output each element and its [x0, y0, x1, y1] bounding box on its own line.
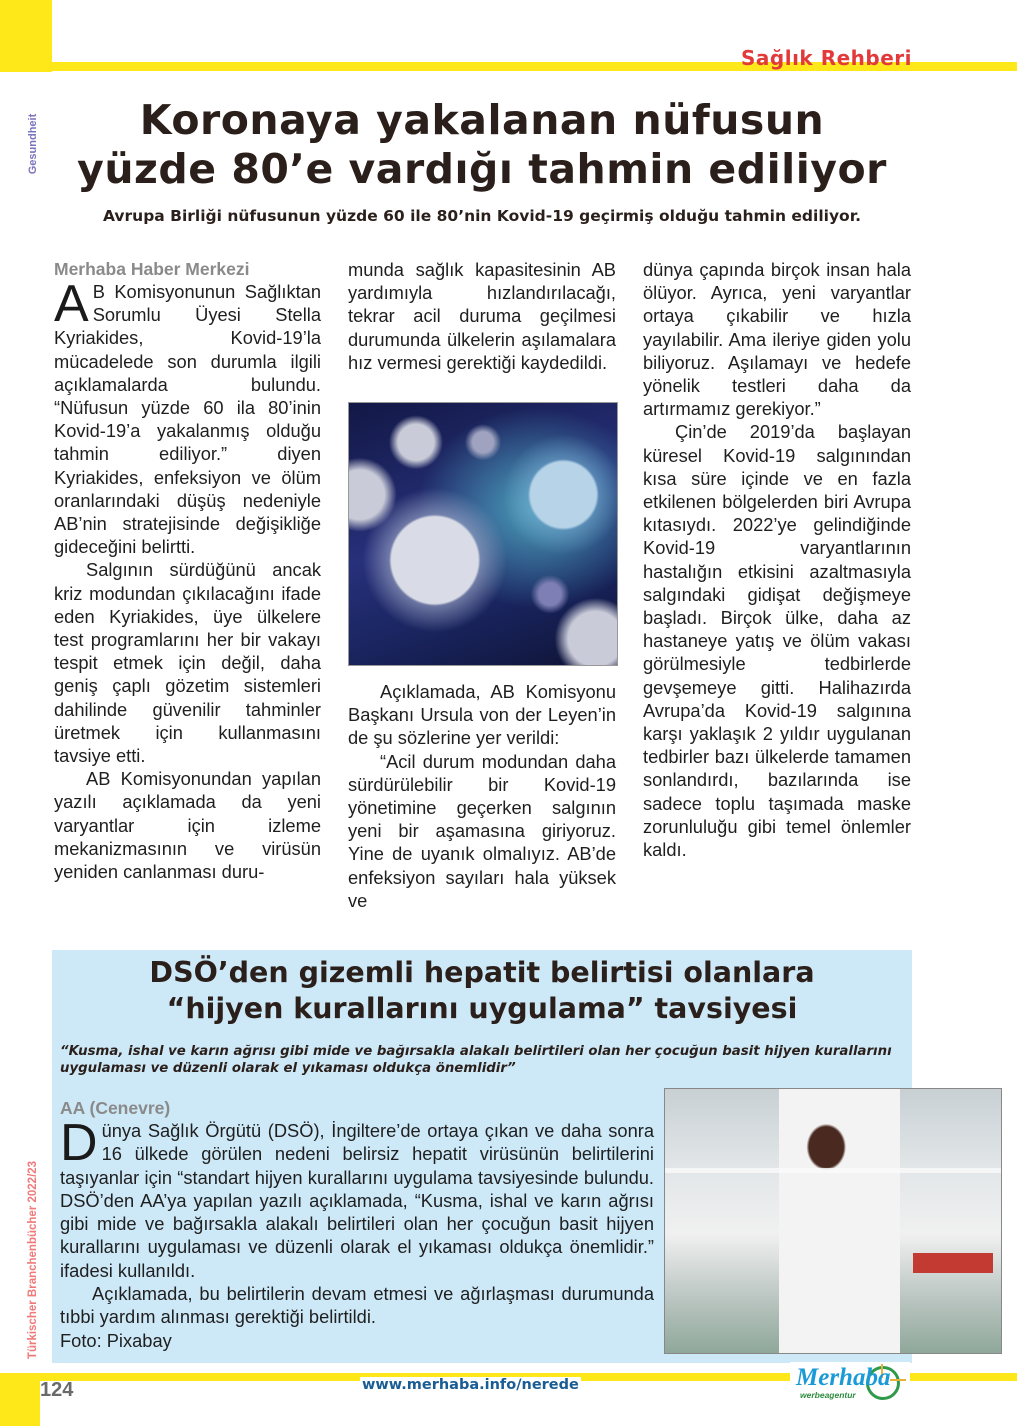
- article2-headline-line1: DSÖ’den gizemli hepatit belirtisi olanlara: [149, 956, 815, 989]
- footer-url-link[interactable]: www.merhaba.info/nerede: [362, 1377, 579, 1393]
- article1-column-3: [643, 258, 911, 861]
- article2-headline-line2: “hijyen kurallarını uygulama” tavsiyesi: [166, 992, 798, 1025]
- article1-paragraph: “Acil durum modundan daha sürdürülebilir bir Kovid-19 yönetimine geçerken salgının yeni bir aşamasına giriyoruz. Yine de uyanık olmalıyız. AB’de enfeksiyon sayıları hala yüksek ve: [348, 750, 616, 911]
- photo-credit: Foto: Pixabay: [60, 1329, 172, 1351]
- article1-paragraph: AB Komisyonundan yapılan yazılı açıklamada da yeni varyantlar için izleme mekanizmasının ve virüsün yeniden canlanması duru-: [54, 768, 321, 883]
- article1-text: B Komisyonunun Sağlıktan Sorumlu Üyesi Stella Kyriakides, Kovid-19’la mücadelede son durumla ilgili açıklamalarda bulundu. “Nüfusun yüzde 60 ila 80’inin Kovid-19’a yakalanmış olduğu tahmin ediliyor.” diyen Kyriakides, enfeksiyon ve ölüm oranlarındaki düşüş nedeniyle AB’nin stratejisinde değişikliğe gideceğini belirtti.: [54, 281, 321, 558]
- article1-column-1: [54, 258, 321, 883]
- article2-headline: [52, 955, 912, 1027]
- article1-paragraph: [54, 275, 321, 558]
- side-label-top-text: Gesundheit: [27, 113, 39, 175]
- article1-paragraph: Açıklamada, AB Komisyonu Başkanı Ursula von der Leyen’in de şu sözlerine yer verildi:: [348, 681, 616, 749]
- side-label-bottom: [22, 1150, 44, 1370]
- virus-image: [348, 402, 618, 666]
- article1-paragraph: Çin’de 2019’da başlayan küresel Kovid-19 salgınından kısa süre içinde ve en fazla etkilenen bölgelerden biri Avrupa kıtasıydı. 2022’ye gelindiğinde Kovid-19 varyantlarının hastalığın etkisini azaltmasıyla salgındaki gidişat değişmeye başladı. Birçok ülke, daha az hastaneye yatış ve ölüm vakası görülmesiyle tedbirlerde gevşemeye gitti. Halihazırda Avrupa’da Kovid-19 salgınına karşı yaklaşık 2 yıldır uygulanan tedbirler bazı ülkelerde tamamen sonlandırdı, bazılarında ise sadece toplu taşımada maske zorunluluğu gibi temel önlemler kaldı.: [643, 421, 911, 861]
- article1-headline: [52, 96, 912, 194]
- article1-subhead: Avrupa Birliği nüfusunun yüzde 60 ile 80’nin Kovid-19 geçirmiş olduğu tahmin ediliyor.: [102, 207, 862, 225]
- article1-headline-line1: Koronaya yakalanan nüfusun: [139, 96, 825, 144]
- logo-subtitle: werbeagentur: [800, 1390, 856, 1400]
- drop-cap: A: [54, 275, 89, 333]
- logo-wordmark: Merhaba: [796, 1364, 891, 1391]
- lab-shelf: [665, 1168, 1001, 1173]
- article2-paragraph: [60, 1114, 654, 1282]
- yellow-corner-decoration-bottom: [0, 1373, 40, 1426]
- article2-pull-quote: “Kusma, ishal ve karın ağrısı gibi mide ve bağırsakla alakalı belirtileri olan her çocuğun basit hijyen kurallarını uygulaması ve düzenli olarak el yıkaması oldukça önemlidir”: [60, 1044, 892, 1076]
- article1-column-2-lower: [348, 680, 616, 912]
- section-label: Sağlık Rehberi: [741, 46, 912, 70]
- merhaba-logo: [790, 1362, 910, 1404]
- logo-plus-icon: [890, 1379, 906, 1381]
- article1-column-2: [348, 258, 616, 374]
- page-number: 124: [40, 1379, 74, 1401]
- lab-image: [664, 1088, 1002, 1354]
- article1-paragraph: munda sağlık kapasitesinin AB yardımıyla hızlandırılacağı, tekrar acil duruma geçilmesi durumunda ülkelerin aşılamalara hız vermesi gerektiği kaydedildi.: [348, 259, 616, 373]
- article1-paragraph: Salgının sürdüğünü ancak kriz modundan çıkılacağını ifade eden Kyriakides, üye ülkelere test programlarını her bir vakayı tespit etmek için değil, daha geniş çaplı gözetim sistemleri dahilinde güvenilir tahminler üretmek için kullanmasını tavsiye etti.: [54, 559, 321, 767]
- lab-tray: [913, 1253, 993, 1273]
- article1-headline-line2: yüzde 80’e vardığı tahmin ediliyor: [77, 145, 887, 193]
- article2-byline: AA (Cenevre): [60, 1098, 171, 1118]
- article2-text: ünya Sağlık Örgütü (DSÖ), İngiltere’de ortaya çıkan ve daha sonra 16 ülkede görülen nedeni belirsiz hepatit virüsünün belirtilerini taşıyanlar için “standart hijyen kurallarını uygulama tavsiyesinde bulundu. DSÖ’den AA’ya yapılan yazılı açıklamada, “Kusma, ishal ve karın ağrısı gibi mide ve bağırsakla alakalı belirtileri olan her çocuğun basit hijyen kurallarını uygulaması ve düzenli olarak el yıkaması oldukça önemlidir.” ifadesi kullanıldı.: [60, 1120, 654, 1281]
- article2-paragraph: Açıklamada, bu belirtilerin devam etmesi ve ağırlaşması durumunda tıbbi yardım alınması gerektiği belirtildi.: [60, 1283, 654, 1328]
- article2-body: [60, 1097, 654, 1352]
- side-label-top: [22, 104, 44, 184]
- article1-paragraph: dünya çapında birçok insan hala ölüyor. Ayrıca, yeni varyantlar ortaya çıkabilir ve hızla yayılabilir. Ama ileriye giden yolu biliyoruz. Aşılamayı ve hedefe yönelik testleri daha da artırmamız gerekiyor.”: [643, 259, 911, 420]
- article1-byline: Merhaba Haber Merkezi: [54, 259, 250, 279]
- drop-cap: D: [60, 1114, 98, 1172]
- side-label-bottom-text: Türkischer Branchenbücher 2022/23: [27, 1160, 39, 1360]
